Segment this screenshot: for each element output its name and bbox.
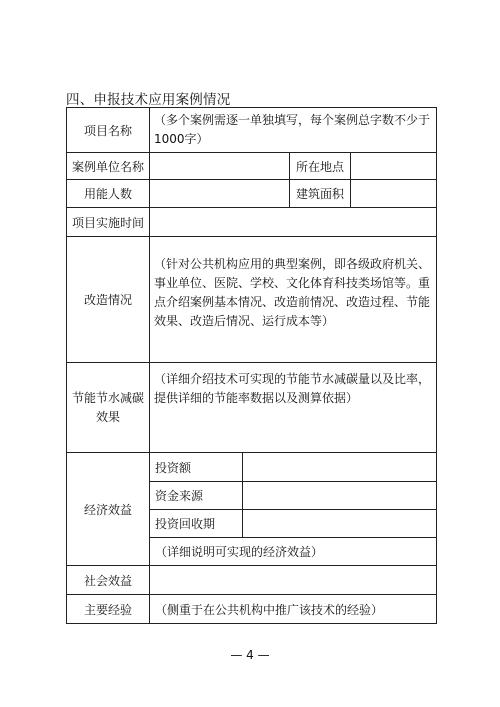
case-unit-input[interactable] [150,153,290,180]
renovation-note: （针对公共机构应用的典型案例，即各级政府机关、事业单位、医院、学校、文化体育科技类场馆等。重点介绍案例基本情况、改造前情况、改造过程、节能效果、改造后情况、运行成本等） [154,257,431,328]
experience-label: 主要经验 [67,595,150,624]
building-area-label: 建筑面积 [290,180,351,208]
building-area-input[interactable] [351,180,437,208]
page-number: — 4 — [230,648,270,662]
implementation-time-label: 项目实施时间 [67,208,150,237]
row-case-unit [67,153,437,180]
row-saving-effect [67,363,437,453]
renovation-cell[interactable] [150,237,437,363]
investment-label: 投资额 [150,453,243,482]
row-experience [67,595,437,624]
saving-effect-label [67,363,150,453]
row-investment [67,453,437,482]
location-label: 所在地点 [290,153,351,180]
project-name-label: 项目名称 [67,108,150,153]
row-social [67,566,437,595]
saving-effect-label-line1: 节能节水减碳 [71,390,144,405]
project-name-note: （多个案例需逐一单独填写，每个案例总字数不少于1000字） [154,113,431,146]
row-energy-users [67,180,437,208]
row-implementation-time [67,208,437,237]
payback-period-label: 投资回收期 [150,510,243,538]
section-heading: 四、申报技术应用案例情况 [66,92,231,108]
social-input[interactable] [150,566,437,595]
experience-note: （侧重于在公共机构中推广该技术的经验） [155,602,384,617]
economic-label: 经济效益 [67,453,150,566]
experience-cell[interactable] [150,595,437,624]
energy-users-label: 用能人数 [67,180,150,208]
implementation-time-input[interactable] [150,208,437,237]
economic-note-cell[interactable] [150,538,437,566]
saving-effect-note: （详细介绍技术可实现的节能节水减碳量以及比率，提供详细的节能率数据以及测算依据） [154,372,431,405]
saving-effect-label-line2: 效果 [95,409,120,424]
case-unit-label: 案例单位名称 [67,153,150,180]
case-form-table [66,107,437,624]
project-name-cell[interactable] [150,108,437,153]
renovation-label: 改造情况 [67,237,150,363]
row-renovation [67,237,437,363]
social-label: 社会效益 [67,566,150,595]
energy-users-input[interactable] [150,180,290,208]
saving-effect-cell[interactable] [150,363,437,453]
payback-period-input[interactable] [243,510,437,538]
economic-note: （详细说明可实现的经济效益） [155,545,324,559]
investment-input[interactable] [243,453,437,482]
row-project-name [67,108,437,153]
location-input[interactable] [351,153,437,180]
funding-source-label: 资金来源 [150,482,243,510]
funding-source-input[interactable] [243,482,437,510]
